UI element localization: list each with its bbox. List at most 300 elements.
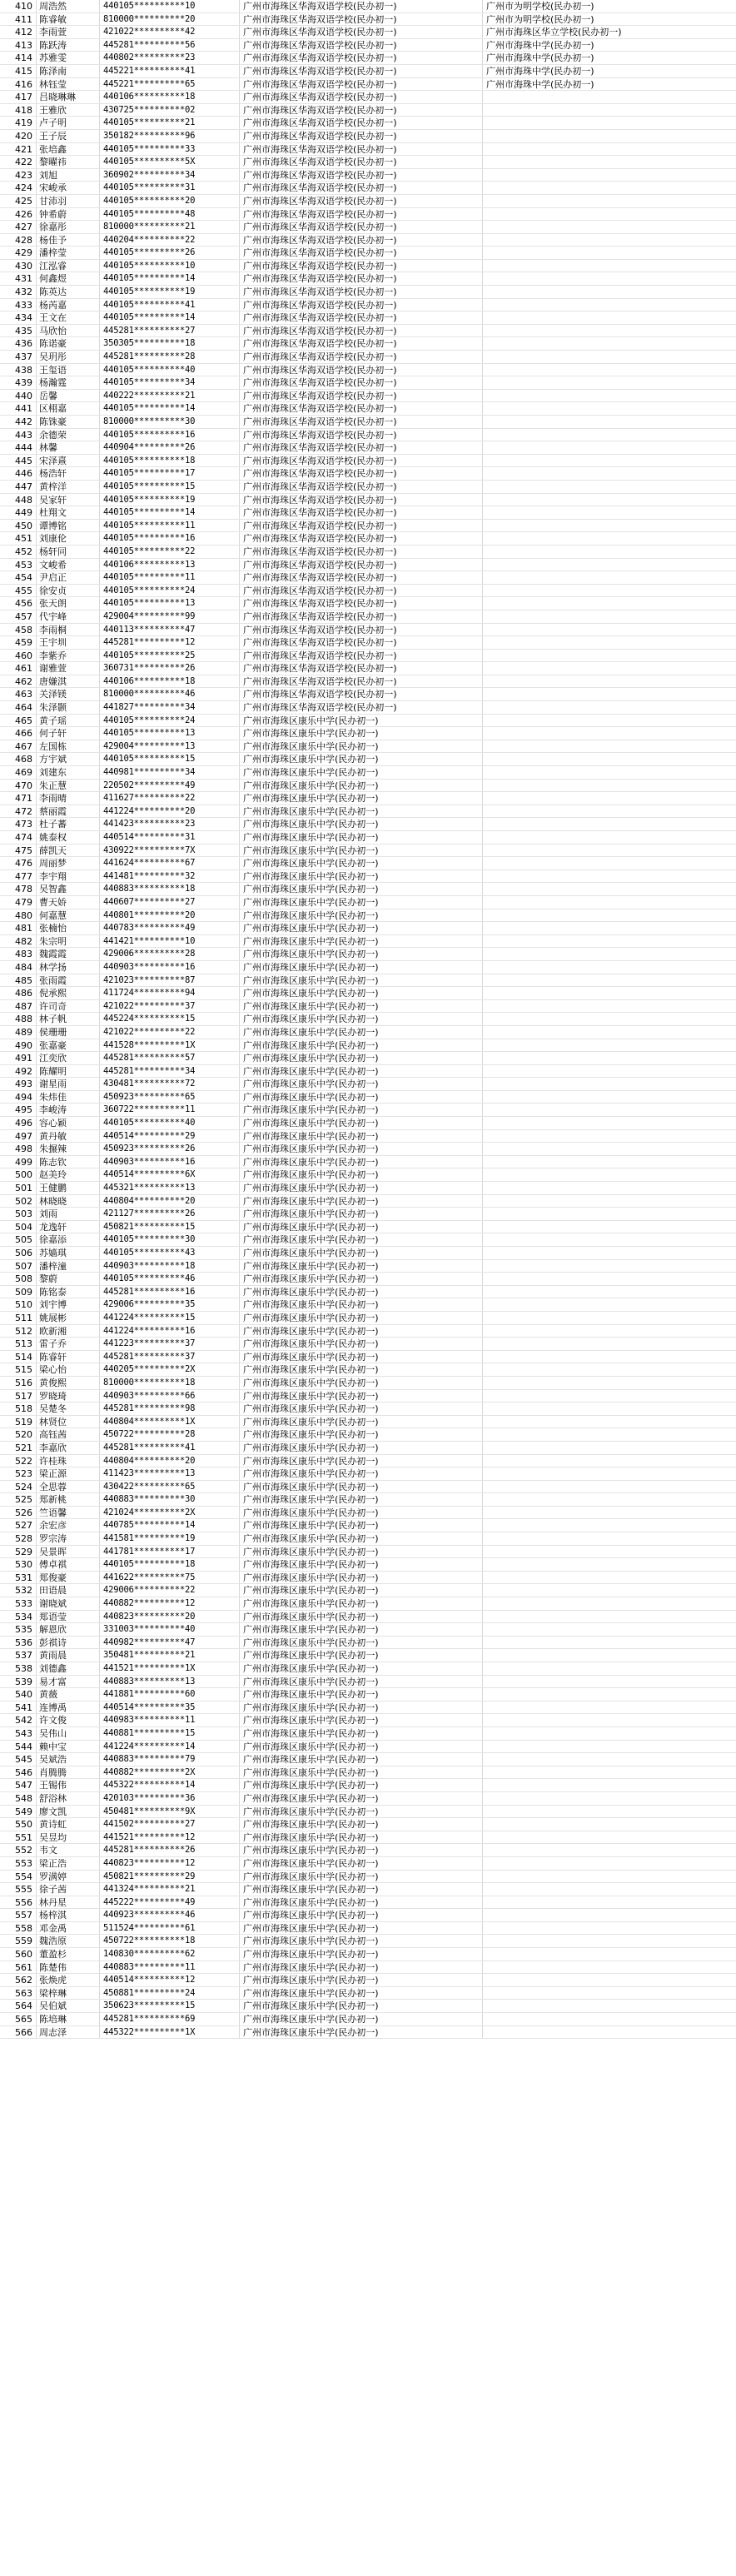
- row-number: 558: [0, 1922, 37, 1935]
- id-number: 440105**********26: [100, 247, 240, 259]
- table-row: [0, 2000, 736, 2013]
- student-name: 区栩嘉: [37, 402, 100, 415]
- student-name: 钟希蔚: [37, 208, 100, 221]
- id-number: 440607**********27: [100, 896, 240, 909]
- school-name: 广州市海珠区康乐中学(民办初一): [240, 2013, 483, 2025]
- school-name: 广州市海珠区华海双语学校(民办初一): [240, 701, 483, 714]
- table-row: [0, 39, 736, 52]
- school-name: 广州市海珠区华海双语学校(民办初一): [240, 481, 483, 493]
- table-row: [0, 1143, 736, 1156]
- row-number: 432: [0, 286, 37, 298]
- school-name: 广州市海珠区康乐中学(民办初一): [240, 1727, 483, 1740]
- alternate-school: [483, 624, 736, 636]
- table-row: [0, 1416, 736, 1429]
- alternate-school: [483, 1013, 736, 1025]
- alternate-school: [483, 337, 736, 350]
- student-name: 林晓晓: [37, 1195, 100, 1208]
- row-number: 538: [0, 1662, 37, 1675]
- school-name: 广州市海珠区华海双语学校(民办初一): [240, 117, 483, 129]
- student-name: 吴昱均: [37, 1831, 100, 1844]
- id-number: 445222**********49: [100, 1896, 240, 1909]
- student-name: 朱炜佳: [37, 1091, 100, 1104]
- id-number: 440105**********16: [100, 429, 240, 441]
- row-number: 468: [0, 753, 37, 765]
- row-number: 533: [0, 1597, 37, 1610]
- id-number: 440514**********29: [100, 1130, 240, 1143]
- id-number: 440881**********15: [100, 1727, 240, 1740]
- row-number: 426: [0, 208, 37, 221]
- student-name: 徐子茜: [37, 1883, 100, 1896]
- id-number: 440105**********14: [100, 506, 240, 519]
- student-name: 黎曜祎: [37, 156, 100, 168]
- student-name: 陈英达: [37, 286, 100, 298]
- table-row: [0, 753, 736, 766]
- id-number: 440883**********79: [100, 1753, 240, 1766]
- school-name: 广州市海珠区康乐中学(民办初一): [240, 1117, 483, 1129]
- school-name: 广州市海珠区康乐中学(民办初一): [240, 1584, 483, 1597]
- row-number: 450: [0, 520, 37, 532]
- school-name: 广州市海珠区康乐中学(民办初一): [240, 1156, 483, 1168]
- school-name: 广州市海珠区华海双语学校(民办初一): [240, 364, 483, 376]
- school-name: 广州市海珠区康乐中学(民办初一): [240, 1766, 483, 1779]
- student-name: 甘沛羽: [37, 195, 100, 207]
- table-row: [0, 325, 736, 338]
- table-row: [0, 1702, 736, 1715]
- student-name: 刘康伦: [37, 532, 100, 545]
- table-row: [0, 1104, 736, 1117]
- student-name: 谢晓斌: [37, 1597, 100, 1610]
- id-number: 360902**********34: [100, 169, 240, 182]
- row-number: 459: [0, 636, 37, 649]
- table-row: [0, 520, 736, 533]
- student-name: 谢星雨: [37, 1078, 100, 1090]
- id-number: 441881**********60: [100, 1688, 240, 1701]
- row-number: 422: [0, 156, 37, 168]
- table-row: [0, 1390, 736, 1403]
- id-number: 440105**********41: [100, 299, 240, 311]
- table-row: [0, 0, 736, 13]
- row-number: 471: [0, 792, 37, 805]
- row-number: 434: [0, 311, 37, 324]
- school-name: 广州市海珠区华海双语学校(民办初一): [240, 559, 483, 571]
- row-number: 563: [0, 1987, 37, 2000]
- table-row: [0, 2013, 736, 2026]
- row-number: 463: [0, 688, 37, 700]
- alternate-school: [483, 1572, 736, 1584]
- row-number: 526: [0, 1507, 37, 1519]
- student-name: 魏浩原: [37, 1935, 100, 1947]
- id-number: 440106**********18: [100, 91, 240, 103]
- school-name: 广州市海珠区康乐中学(民办初一): [240, 1714, 483, 1726]
- row-number: 438: [0, 364, 37, 376]
- id-number: 440113**********47: [100, 624, 240, 636]
- table-row: [0, 506, 736, 520]
- row-number: 527: [0, 1519, 37, 1532]
- id-number: 440823**********20: [100, 1611, 240, 1623]
- table-row: [0, 1428, 736, 1442]
- id-number: 445281**********41: [100, 1442, 240, 1454]
- student-name: 王玺语: [37, 364, 100, 376]
- id-number: 445281**********56: [100, 39, 240, 52]
- id-number: 360731**********26: [100, 662, 240, 675]
- school-name: 广州市海珠区康乐中学(民办初一): [240, 935, 483, 948]
- id-number: 441224**********20: [100, 805, 240, 818]
- alternate-school: [483, 610, 736, 623]
- alternate-school: [483, 1922, 736, 1935]
- row-number: 416: [0, 78, 37, 91]
- table-row: [0, 1247, 736, 1260]
- table-row: [0, 1649, 736, 1662]
- row-number: 418: [0, 104, 37, 117]
- alternate-school: [483, 364, 736, 376]
- alternate-school: [483, 1221, 736, 1233]
- school-name: 广州市海珠区康乐中学(民办初一): [240, 948, 483, 960]
- table-row: [0, 65, 736, 78]
- school-name: 广州市海珠区华海双语学校(民办初一): [240, 65, 483, 77]
- table-row: [0, 792, 736, 805]
- alternate-school: [483, 701, 736, 714]
- row-number: 499: [0, 1156, 37, 1168]
- table-row: [0, 1363, 736, 1377]
- id-number: 421022**********37: [100, 1000, 240, 1013]
- student-name: 韦文: [37, 1844, 100, 1856]
- id-number: 440903**********16: [100, 1156, 240, 1168]
- table-row: [0, 715, 736, 728]
- row-number: 532: [0, 1584, 37, 1597]
- table-row: [0, 1156, 736, 1169]
- school-name: 广州市海珠区康乐中学(民办初一): [240, 1831, 483, 1844]
- school-name: 广州市海珠区康乐中学(民办初一): [240, 1416, 483, 1428]
- id-number: 440105**********11: [100, 520, 240, 532]
- id-number: 445221**********65: [100, 78, 240, 91]
- row-number: 545: [0, 1753, 37, 1766]
- id-number: 810000**********20: [100, 13, 240, 26]
- id-number: 440222**********21: [100, 390, 240, 402]
- school-name: 广州市海珠区康乐中学(民办初一): [240, 1611, 483, 1623]
- id-number: 450821**********29: [100, 1871, 240, 1883]
- row-number: 565: [0, 2013, 37, 2025]
- row-number: 555: [0, 1883, 37, 1896]
- id-number: 440801**********20: [100, 909, 240, 922]
- row-number: 544: [0, 1741, 37, 1753]
- alternate-school: [483, 247, 736, 259]
- id-number: 440883**********30: [100, 1493, 240, 1506]
- table-row: [0, 1233, 736, 1247]
- school-name: 广州市海珠区康乐中学(民办初一): [240, 1857, 483, 1870]
- table-row: [0, 1727, 736, 1741]
- table-row: [0, 1338, 736, 1351]
- id-number: 445281**********12: [100, 636, 240, 649]
- table-row: [0, 1676, 736, 1689]
- table-row: [0, 1532, 736, 1546]
- school-name: 广州市海珠区康乐中学(民办初一): [240, 870, 483, 883]
- school-name: 广州市海珠区康乐中学(民办初一): [240, 1597, 483, 1610]
- row-number: 465: [0, 715, 37, 727]
- student-name: 吴伟山: [37, 1727, 100, 1740]
- school-name: 广州市海珠区康乐中学(民办初一): [240, 740, 483, 753]
- student-name: 江奕欣: [37, 1052, 100, 1064]
- alternate-school: [483, 1623, 736, 1636]
- school-name: 广州市海珠区康乐中学(民办初一): [240, 1026, 483, 1039]
- id-number: 440105**********18: [100, 1558, 240, 1571]
- row-number: 460: [0, 650, 37, 662]
- alternate-school: [483, 1806, 736, 1818]
- school-name: 广州市海珠区华海双语学校(民办初一): [240, 156, 483, 168]
- table-row: [0, 26, 736, 39]
- id-number: 440105**********15: [100, 753, 240, 765]
- alternate-school: [483, 1467, 736, 1480]
- table-row: [0, 1467, 736, 1481]
- student-name: 方宇斌: [37, 753, 100, 765]
- student-name: 陈铢豪: [37, 416, 100, 428]
- row-number: 529: [0, 1546, 37, 1558]
- alternate-school: [483, 1961, 736, 1974]
- row-number: 415: [0, 65, 37, 77]
- id-number: 440883**********18: [100, 883, 240, 895]
- alternate-school: [483, 1338, 736, 1350]
- id-number: 440105**********21: [100, 117, 240, 129]
- school-name: 广州市海珠区华海双语学校(民办初一): [240, 455, 483, 467]
- student-name: 吴伯斌: [37, 2000, 100, 2012]
- alternate-school: [483, 1117, 736, 1129]
- alternate-school: [483, 1987, 736, 2000]
- school-name: 广州市海珠区华海双语学校(民办初一): [240, 311, 483, 324]
- alternate-school: [483, 1688, 736, 1701]
- student-name: 关泽镁: [37, 688, 100, 700]
- student-name: 刘宇博: [37, 1298, 100, 1311]
- table-row: [0, 1130, 736, 1144]
- school-name: 广州市海珠区康乐中学(民办初一): [240, 1325, 483, 1338]
- alternate-school: [483, 1584, 736, 1597]
- table-row: [0, 662, 736, 675]
- table-row: [0, 494, 736, 507]
- id-number: 441224**********14: [100, 1741, 240, 1753]
- id-number: 411423**********13: [100, 1467, 240, 1480]
- alternate-school: [483, 91, 736, 103]
- id-number: 450923**********65: [100, 1091, 240, 1104]
- alternate-school: [483, 1312, 736, 1324]
- student-name: 张嘉豪: [37, 1039, 100, 1052]
- row-number: 508: [0, 1273, 37, 1285]
- row-number: 525: [0, 1493, 37, 1506]
- student-name: 解恩欣: [37, 1623, 100, 1636]
- table-row: [0, 974, 736, 988]
- row-number: 419: [0, 117, 37, 129]
- student-name: 刘雨: [37, 1208, 100, 1220]
- id-number: 440883**********13: [100, 1676, 240, 1688]
- table-row: [0, 1065, 736, 1079]
- row-number: 517: [0, 1390, 37, 1403]
- row-number: 542: [0, 1714, 37, 1726]
- school-name: 广州市海珠区康乐中学(民办初一): [240, 961, 483, 974]
- alternate-school: [483, 831, 736, 844]
- student-name: 马欣怡: [37, 325, 100, 337]
- student-name: 罗满婷: [37, 1871, 100, 1883]
- school-name: 广州市海珠区康乐中学(民办初一): [240, 1519, 483, 1532]
- student-name: 梁心怡: [37, 1363, 100, 1376]
- id-number: 440105**********13: [100, 727, 240, 740]
- table-row: [0, 1558, 736, 1572]
- id-number: 440105**********14: [100, 272, 240, 285]
- school-name: 广州市海珠区华海双语学校(民办初一): [240, 585, 483, 597]
- school-name: 广州市海珠区康乐中学(民办初一): [240, 1649, 483, 1662]
- id-number: 440105**********18: [100, 455, 240, 467]
- school-name: 广州市海珠区华海双语学校(民办初一): [240, 104, 483, 117]
- id-number: 445281**********57: [100, 1052, 240, 1064]
- alternate-school: [483, 1351, 736, 1363]
- student-name: 徐嘉彤: [37, 221, 100, 233]
- student-name: 姚展彬: [37, 1312, 100, 1324]
- student-name: 吴景晖: [37, 1546, 100, 1558]
- row-number: 494: [0, 1091, 37, 1104]
- table-row: [0, 571, 736, 585]
- alternate-school: [483, 402, 736, 415]
- student-name: 易才富: [37, 1676, 100, 1688]
- alternate-school: 广州市海珠中学(民办初一): [486, 78, 594, 90]
- school-name: 广州市海珠区华海双语学校(民办初一): [240, 636, 483, 649]
- school-name: 广州市海珠区康乐中学(民办初一): [240, 1455, 483, 1467]
- id-number: 440105**********31: [100, 182, 240, 194]
- school-name: 广州市海珠区康乐中学(民办初一): [240, 1143, 483, 1155]
- school-name: 广州市海珠区康乐中学(民办初一): [240, 1883, 483, 1896]
- id-number: 350305**********18: [100, 337, 240, 350]
- alternate-school: [483, 1727, 736, 1740]
- row-number: 477: [0, 870, 37, 883]
- id-number: 440514**********12: [100, 1974, 240, 1986]
- table-row: [0, 272, 736, 286]
- student-name: 朱搌辣: [37, 1143, 100, 1155]
- student-name: 杨瀚霆: [37, 376, 100, 389]
- table-row: [0, 416, 736, 429]
- school-name: 广州市海珠区华海双语学校(民办初一): [240, 26, 483, 38]
- student-name: 董盈杉: [37, 1948, 100, 1961]
- row-number: 536: [0, 1637, 37, 1649]
- alternate-school: [483, 780, 736, 792]
- school-name: 广州市海珠区华海双语学校(民办初一): [240, 662, 483, 675]
- id-number: 440514**********35: [100, 1702, 240, 1714]
- school-name: 广州市海珠区康乐中学(民办初一): [240, 780, 483, 792]
- alternate-school: [483, 2026, 736, 2039]
- id-number: 440982**********47: [100, 1637, 240, 1649]
- alternate-school: [483, 1935, 736, 1947]
- row-number: 461: [0, 662, 37, 675]
- alternate-school: [483, 1831, 736, 1844]
- alternate-school: [483, 1519, 736, 1532]
- student-name: 岳馨: [37, 390, 100, 402]
- row-number: 455: [0, 585, 37, 597]
- table-row: [0, 1000, 736, 1014]
- table-row: [0, 299, 736, 312]
- student-name: 傅卓祺: [37, 1558, 100, 1571]
- row-number: 513: [0, 1338, 37, 1350]
- student-name: 黄梓洋: [37, 481, 100, 493]
- student-name: 连博禹: [37, 1702, 100, 1714]
- school-name: 广州市海珠区华海双语学校(民办初一): [240, 376, 483, 389]
- student-name: 林馨: [37, 441, 100, 454]
- student-name: 林钰莹: [37, 78, 100, 91]
- table-row: [0, 1935, 736, 1948]
- id-number: 440105**********33: [100, 143, 240, 156]
- row-number: 452: [0, 546, 37, 558]
- alternate-school: [483, 1442, 736, 1454]
- student-name: 黄雨晨: [37, 1649, 100, 1662]
- school-name: 广州市海珠区康乐中学(民办初一): [240, 1195, 483, 1208]
- alternate-school: [483, 1000, 736, 1013]
- school-name: 广州市海珠区康乐中学(民办初一): [240, 1662, 483, 1675]
- id-number: 440903**********66: [100, 1390, 240, 1403]
- id-number: 440105**********5X: [100, 156, 240, 168]
- school-name: 广州市海珠区康乐中学(民办初一): [240, 766, 483, 779]
- student-name: 陈睿敏: [37, 13, 100, 26]
- table-row: [0, 364, 736, 377]
- student-name: 曹天娇: [37, 896, 100, 909]
- table-row: [0, 1117, 736, 1130]
- school-name: 广州市海珠区康乐中学(民办初一): [240, 974, 483, 987]
- alternate-school: [483, 1493, 736, 1506]
- id-number: 441521**********12: [100, 1831, 240, 1844]
- alternate-school: [483, 753, 736, 765]
- id-number: 440105**********34: [100, 376, 240, 389]
- school-name: 广州市海珠区康乐中学(民办初一): [240, 1572, 483, 1584]
- table-row: [0, 805, 736, 819]
- table-row: [0, 1286, 736, 1299]
- row-number: 466: [0, 727, 37, 740]
- id-number: 511524**********61: [100, 1922, 240, 1935]
- table-row: [0, 1052, 736, 1065]
- school-name: 广州市海珠区康乐中学(民办初一): [240, 1896, 483, 1909]
- alternate-school: [483, 1909, 736, 1921]
- school-name: 广州市海珠区华海双语学校(民办初一): [240, 597, 483, 610]
- table-row: [0, 104, 736, 117]
- row-number: 514: [0, 1351, 37, 1363]
- table-row: [0, 78, 736, 92]
- id-number: 441223**********37: [100, 1338, 240, 1350]
- row-number: 472: [0, 805, 37, 818]
- school-name: 广州市海珠区康乐中学(民办初一): [240, 1844, 483, 1856]
- table-row: [0, 429, 736, 442]
- alternate-school: [483, 1182, 736, 1194]
- student-name: 赖中宝: [37, 1741, 100, 1753]
- table-row: [0, 1974, 736, 1987]
- student-name: 许桂珠: [37, 1455, 100, 1467]
- student-name: 杜子蕃: [37, 818, 100, 830]
- table-row: [0, 1039, 736, 1053]
- student-name: 王文在: [37, 311, 100, 324]
- student-name: 容心颖: [37, 1117, 100, 1129]
- id-number: 440105**********20: [100, 195, 240, 207]
- school-name: 广州市海珠区华海双语学校(民办初一): [240, 221, 483, 233]
- row-number: 516: [0, 1377, 37, 1389]
- id-number: 440105**********13: [100, 597, 240, 610]
- id-number: 430422**********65: [100, 1481, 240, 1493]
- id-number: 440514**********31: [100, 831, 240, 844]
- table-row: [0, 1298, 736, 1312]
- school-name: 广州市海珠区康乐中学(民办初一): [240, 1390, 483, 1403]
- student-name: 苏雅雯: [37, 52, 100, 64]
- table-row: [0, 1026, 736, 1039]
- student-name: 陈楚伟: [37, 1961, 100, 1974]
- table-row: [0, 1013, 736, 1026]
- student-name: 何子轩: [37, 727, 100, 740]
- row-number: 410: [0, 0, 37, 12]
- table-row: [0, 1195, 736, 1208]
- school-name: 广州市海珠区康乐中学(民办初一): [240, 1922, 483, 1935]
- table-row: [0, 1961, 736, 1975]
- alternate-school: [483, 1208, 736, 1220]
- row-number: 439: [0, 376, 37, 389]
- row-number: 552: [0, 1844, 37, 1856]
- row-number: 427: [0, 221, 37, 233]
